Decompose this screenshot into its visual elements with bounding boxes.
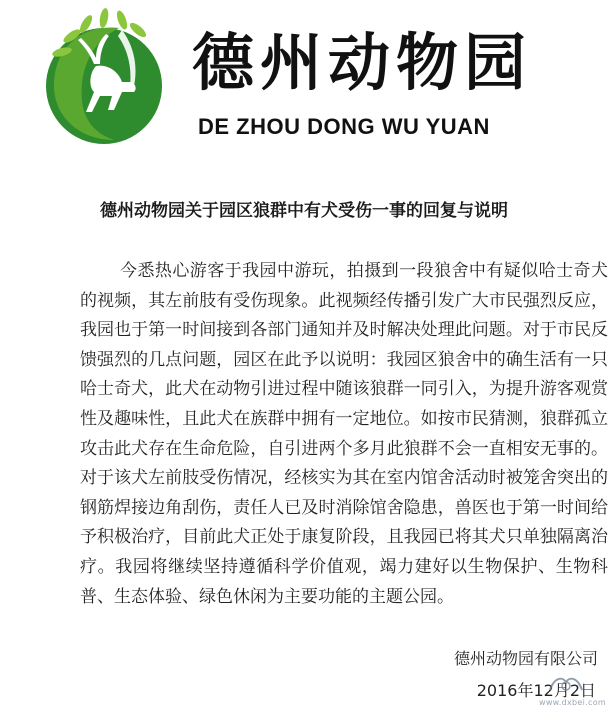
brand-name-chinese: 德州动物园 [192, 26, 533, 99]
watermark [506, 682, 606, 708]
header [0, 0, 608, 160]
brand-name-pinyin: DE ZHOU DONG WU YUAN [198, 114, 490, 139]
article-body: 今悉热心游客于我园中游玩，拍摄到一段狼舍中有疑似哈士奇犬的视频，其左前肢有受伤现象。此视频经传播引发广大市民强烈反应，我园也于第一时间接到各部门通知并及时解决处理此问题。对于市民反馈强烈的几点问题，园区在此予以说明：我园区狼舍中的确生活有一只哈士奇犬，此犬在动物引进过程中随该狼群一同引入，为提升游客观赏性及趣味性，且此犬在族群中拥有一定地位。如按市民猜测，狼群孤立攻击此犬存在生命危险，自引进两个多月此狼群不会一直相安无事的。对于该犬左前肢受伤情况，经核实为其在室内馆舍活动时被笼舍突出的钢筋焊接边角刮伤，责任人已及时消除馆舍隐患，兽医也于第一时间给予积极治疗，目前此犬正处于康复阶段，且我园已将其犬只单独隔离治疗。我园将继续坚持遵循科学价值观，竭力建好以生物保护、生物科普、生态体验、绿色休闲为主要功能的主题公园。 [80, 261, 608, 607]
deer-leaf-logo-icon [34, 6, 174, 151]
signature-company: 德州动物园有限公司 [453, 649, 598, 668]
signature-date: 2016年12月2日 [476, 681, 596, 700]
article-title: 德州动物园关于园区狼群中有犬受伤一事的回复与说明 [100, 201, 508, 221]
watermark-logo-icon [546, 672, 586, 696]
watermark-url: www.dxbei.com [538, 698, 606, 707]
